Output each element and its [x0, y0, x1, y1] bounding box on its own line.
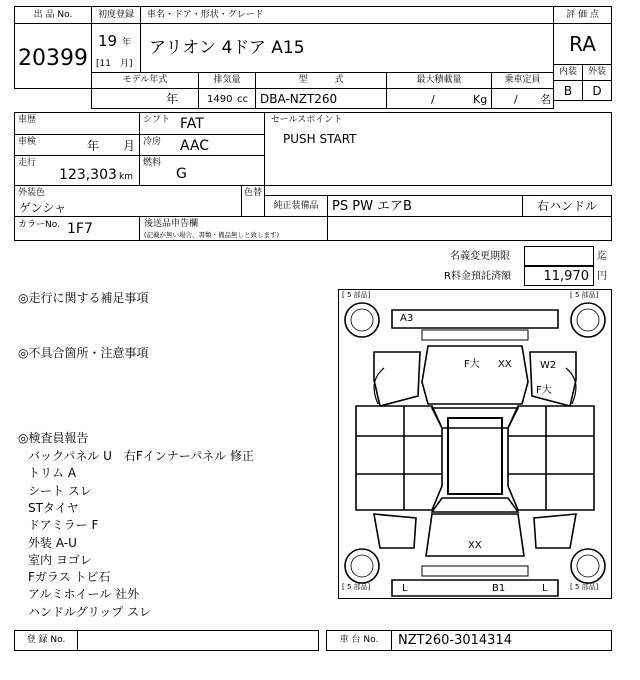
tire-rear-left	[345, 549, 379, 583]
fuel-label: 燃料	[143, 158, 162, 168]
doc-note: (記載が無い場合、書類・備品無しと致します)	[144, 231, 280, 239]
damage-mark-f-dai-2: F大	[536, 385, 552, 396]
inspection-year-unit: 年	[87, 139, 100, 153]
tire-rear-left-label: [ 5 部品]	[342, 583, 371, 591]
load-sep: /	[431, 93, 435, 106]
left-doors	[356, 406, 442, 510]
front-bumper	[392, 310, 558, 328]
chassis-number: NZT260-3014314	[398, 633, 512, 648]
roof	[448, 418, 502, 494]
recycle-label: R料金預託済額	[444, 271, 511, 282]
inspection-month-unit: 月	[123, 139, 136, 153]
recycle-fee: 11,970	[543, 269, 589, 284]
capacity-label: 乗車定員	[504, 75, 541, 85]
inspection-label: 車検	[18, 137, 37, 147]
mileage-label: 走行	[18, 158, 37, 168]
inspector-remark-item: ドアミラー F	[28, 518, 99, 533]
equipment-label: 純正装備品	[273, 201, 319, 211]
mileage-unit: km	[119, 172, 133, 182]
inspector-remark-item: アルミホイール 社外	[28, 587, 140, 602]
chassis-label: 車 台 No.	[339, 635, 379, 645]
capacity-sep: /	[514, 93, 518, 106]
name-change-unit: 迄	[597, 251, 607, 262]
reg-year-unit: 年	[122, 38, 132, 48]
reg-no-label: 登 録 No.	[26, 635, 66, 645]
steering-value: 右ハンドル	[536, 199, 597, 213]
inspector-remark-item: STタイヤ	[28, 500, 79, 515]
displacement-label: 排気量	[213, 75, 241, 85]
salespoint-label: セールスポイント	[271, 115, 343, 125]
exterior-label: 外装	[587, 67, 606, 77]
recycle-unit: 円	[597, 271, 607, 282]
lot-number: 20399	[18, 46, 88, 71]
capacity-unit: 名	[540, 93, 551, 106]
inspector-remark-item: 外装 A-U	[28, 535, 77, 550]
damage-mark-xx-1: XX	[498, 359, 512, 370]
color-change-label: 色替	[244, 188, 263, 198]
damage-mark-l-2: L	[542, 583, 548, 594]
inspector-remark-item: シート スレ	[28, 483, 92, 498]
inspector-remark-item: バックパネル U 右Fインナーパネル 修正	[28, 449, 254, 463]
damage-mark-f-dai-1: F大	[464, 359, 480, 370]
score-value: RA	[569, 32, 596, 56]
defect-heading: ◎不具合箇所・注意事項	[18, 346, 149, 360]
exterior-color-label: 外装色	[18, 188, 46, 198]
inspector-heading: ◎検査員報告	[18, 431, 89, 445]
car-name-label: 車名・ドア・形状・グレード	[147, 10, 264, 20]
drive-heading: ◎走行に関する補足事項	[18, 291, 149, 305]
ac-value: AAC	[180, 138, 210, 154]
fuel-value: G	[176, 166, 187, 182]
tire-front-right-label: [ 5 部品]	[570, 291, 599, 299]
shift-value: FAT	[180, 116, 204, 132]
tire-rear-right-label: [ 5 部品]	[570, 583, 599, 591]
mileage-value: 123,303	[59, 167, 117, 183]
model-year-unit: 年	[166, 92, 179, 106]
name-change-label: 名義変更期限	[450, 251, 510, 262]
damage-mark-w2: W2	[540, 360, 557, 371]
damage-mark-xx-2: XX	[468, 540, 482, 551]
chassis-cell	[391, 630, 612, 651]
load-label: 最大積載量	[416, 75, 462, 85]
inspector-remark-item: 室内 ヨゴレ	[28, 552, 92, 567]
damage-mark-a3: A3	[400, 313, 414, 324]
hood	[422, 346, 528, 404]
color-no-value: 1F7	[67, 221, 93, 237]
doc-label: 後送品申告欄	[144, 219, 199, 229]
reg-no-cell	[77, 630, 319, 651]
interior-grade: B	[563, 84, 573, 98]
displacement-value: 1490	[207, 94, 233, 105]
inspector-remark-item: ハンドルグリップ スレ	[28, 604, 152, 619]
exterior-color-value: ゲンシャ	[19, 201, 67, 215]
type-value: DBA-NZT260	[260, 92, 338, 106]
displacement-unit: cc	[237, 94, 248, 105]
salespoint-value: PUSH START	[283, 132, 357, 146]
car-name: アリオン 4ドア A15	[149, 38, 305, 58]
history-label: 車歴	[18, 115, 37, 125]
damage-mark-b1: B1	[492, 583, 506, 594]
shift-label: シフト	[143, 115, 171, 125]
reg-month-unit: 月]	[120, 59, 133, 69]
inspector-remark-item: Fガラス トビ石	[28, 570, 111, 585]
score-label: 評 価 点	[566, 10, 599, 20]
rear-window	[432, 498, 518, 512]
reg-month: [11	[96, 59, 111, 69]
tire-front-left	[345, 303, 379, 337]
lot-label: 出 品 No.	[33, 10, 73, 20]
exterior-grade: D	[592, 84, 602, 98]
type-label: 型 式	[298, 75, 344, 85]
tire-rear-right	[571, 549, 605, 583]
right-doors	[508, 406, 594, 510]
chassis-label-cell	[326, 630, 392, 651]
interior-label: 内装	[558, 67, 577, 77]
inspector-remark-item: トリム A	[28, 466, 77, 481]
color-no-label: カラーNo.	[18, 220, 60, 230]
tire-front-right	[571, 303, 605, 337]
reg-year: 19	[98, 32, 118, 50]
reg-no-label-cell	[14, 630, 78, 651]
damage-mark-l-1: L	[402, 583, 408, 594]
model-year-label: モデル年式	[122, 75, 168, 85]
tire-front-left-label: [ 5 部品]	[342, 291, 371, 299]
equipment-value: PS PW エアB	[332, 199, 412, 214]
reg-label: 初度登録	[97, 10, 134, 20]
rear-bumper	[392, 580, 558, 596]
load-unit: Kg	[473, 93, 488, 106]
ac-label: 冷房	[143, 137, 162, 147]
